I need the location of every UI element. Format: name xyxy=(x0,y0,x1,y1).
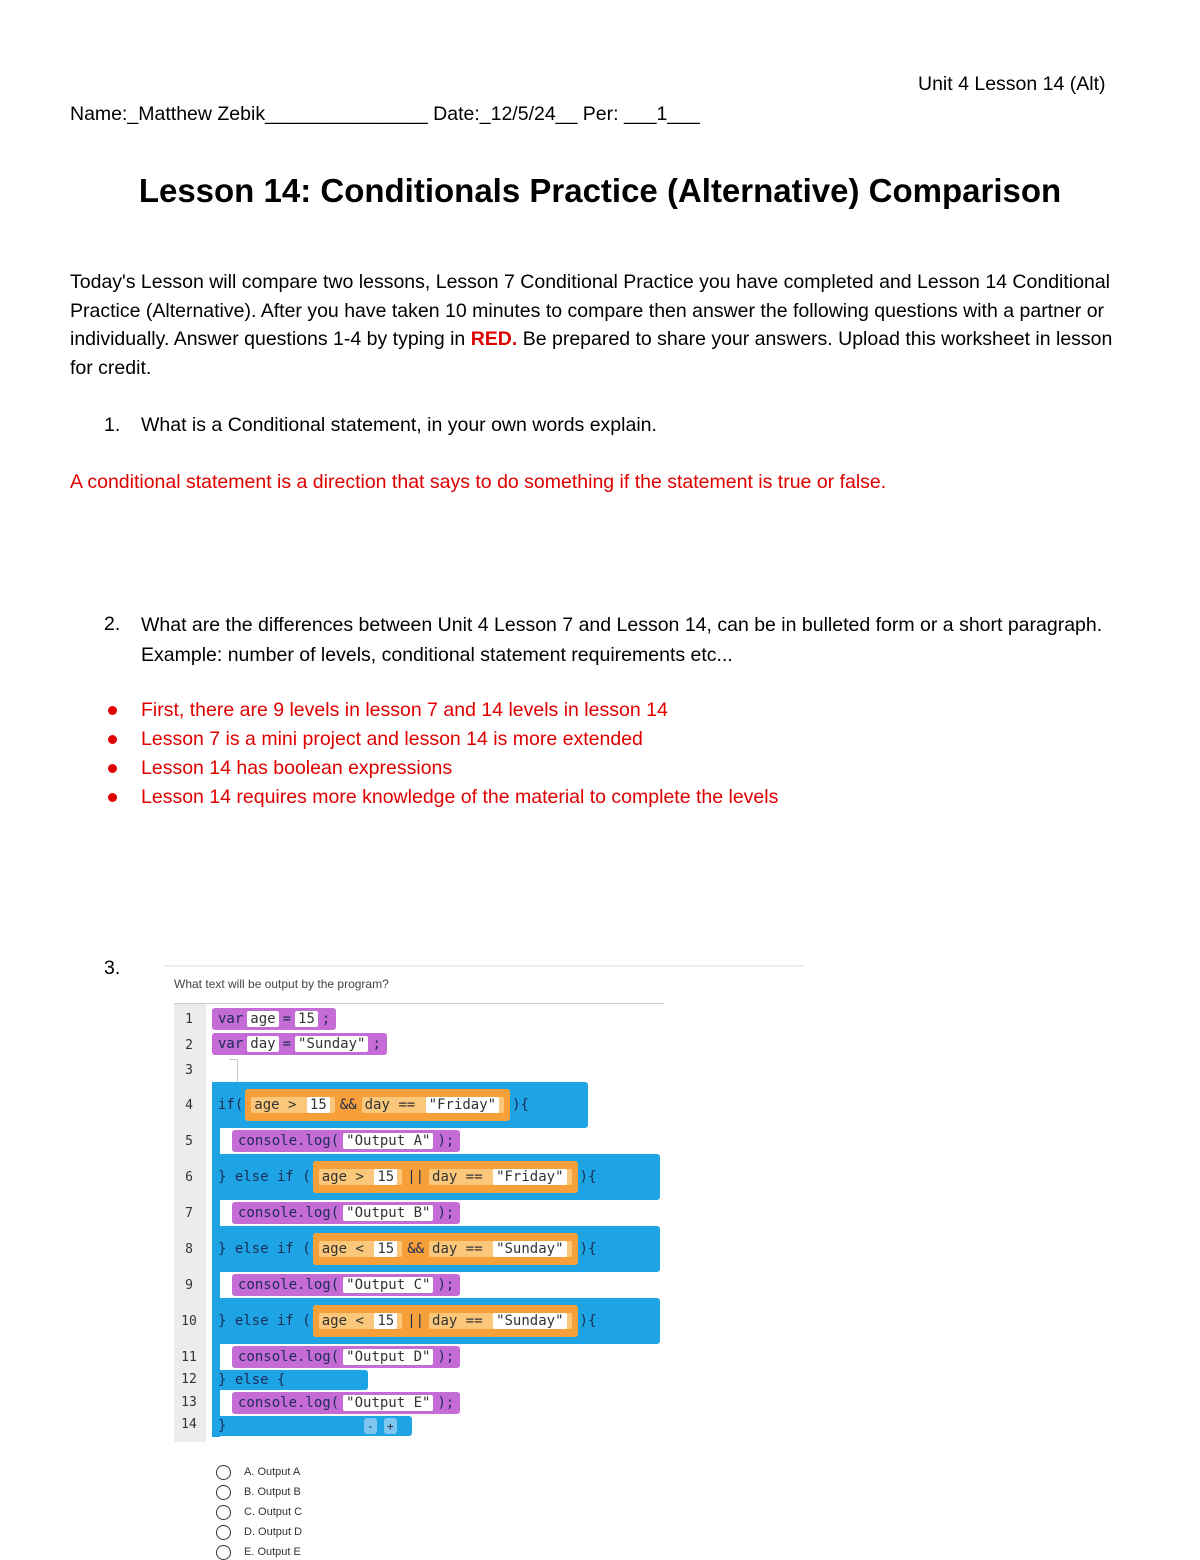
value: "Sunday" xyxy=(493,1313,566,1329)
bullet-icon xyxy=(108,706,117,715)
condition-block[interactable] xyxy=(245,1089,510,1121)
q3-number: 3. xyxy=(104,957,121,979)
value: "Sunday" xyxy=(493,1241,566,1257)
else-if-block[interactable] xyxy=(212,1154,660,1200)
line-number: 7 xyxy=(185,1206,193,1221)
condition-day xyxy=(362,1097,504,1113)
radio-button[interactable] xyxy=(216,1485,231,1500)
value: "Friday" xyxy=(493,1169,566,1185)
line-number: 6 xyxy=(185,1170,193,1185)
log-text: "Output D" xyxy=(343,1349,433,1365)
code-editor xyxy=(174,1004,664,1442)
console-log-block[interactable] xyxy=(232,1130,460,1152)
var-name: day xyxy=(247,1036,278,1052)
empty-line-slot xyxy=(229,1059,238,1083)
operator: < xyxy=(355,1313,364,1329)
log-end: ); xyxy=(437,1277,455,1293)
log-end: ); xyxy=(437,1349,455,1365)
unit-label: Unit 4 Lesson 14 (Alt) xyxy=(918,73,1106,95)
answer-option[interactable]: B. Output B xyxy=(244,1486,301,1498)
divider xyxy=(165,965,803,967)
var-name: age xyxy=(254,1097,280,1113)
line-number: 5 xyxy=(185,1134,193,1149)
line-number: 11 xyxy=(181,1350,197,1365)
operator: == xyxy=(465,1241,483,1257)
else-block[interactable] xyxy=(212,1370,368,1390)
name-date-period-line: Name:_Matthew Zebik_______________ Date:_12/5/24__ Per: ___1___ xyxy=(70,103,700,125)
var-name: day xyxy=(432,1241,458,1257)
var-name: day xyxy=(364,1097,390,1113)
value: 15 xyxy=(295,1011,318,1027)
q1-question: What is a Conditional statement, in your own words explain. xyxy=(141,414,657,436)
q1-number: 1. xyxy=(104,414,121,436)
if-keyword: if( xyxy=(218,1097,244,1113)
operator: || xyxy=(407,1169,425,1185)
q2-answer-item: Lesson 7 is a mini project and lesson 14 is more extended xyxy=(141,728,643,750)
condition-age xyxy=(319,1241,402,1257)
answer-option[interactable]: A. Output A xyxy=(244,1466,301,1478)
value: 15 xyxy=(374,1241,397,1257)
var-name: age xyxy=(247,1011,278,1027)
semicolon: ; xyxy=(321,1011,331,1027)
else-if-keyword: } else if ( xyxy=(218,1241,311,1257)
log-call: console.log( xyxy=(238,1277,340,1293)
intro-paragraph xyxy=(70,268,1130,382)
condition-block[interactable] xyxy=(313,1233,578,1265)
answer-option[interactable]: D. Output D xyxy=(244,1526,303,1538)
brace: ){ xyxy=(512,1097,529,1113)
value: 15 xyxy=(374,1313,397,1329)
operator: == xyxy=(465,1169,483,1185)
if-block-end xyxy=(212,1416,412,1436)
value: "Sunday" xyxy=(295,1036,368,1052)
condition-block[interactable] xyxy=(313,1305,578,1337)
page-title: Lesson 14: Conditionals Practice (Alternative) Comparison xyxy=(138,172,1062,209)
radio-button[interactable] xyxy=(216,1505,231,1520)
operator: || xyxy=(407,1313,425,1329)
line-number: 10 xyxy=(181,1314,197,1329)
log-end: ); xyxy=(437,1395,455,1411)
condition-day xyxy=(429,1169,571,1185)
operator: == xyxy=(465,1313,483,1329)
operator: = xyxy=(282,1036,292,1052)
brace: ){ xyxy=(579,1241,597,1257)
answer-option[interactable]: C. Output C xyxy=(244,1506,303,1518)
condition-age xyxy=(251,1097,334,1113)
q2-question: What are the differences between Unit 4 Lesson 7 and Lesson 14, can be in bulleted form or a short paragraph. Example: number of levels, conditional statement requirements etc... xyxy=(141,614,1103,666)
line-number: 3 xyxy=(185,1063,193,1078)
condition-age xyxy=(319,1169,402,1185)
intro-text-before: Today's Lesson will compare two lessons, Lesson 7 Conditional Practice you have completed and Lesson 14 Conditional Practice (Alternative). After you have taken 10 minutes to compare then answer the following questions with a partner or individually. Answer questions 1-4 by typing in xyxy=(70,271,1110,350)
console-log-block[interactable] xyxy=(232,1274,460,1296)
log-call: console.log( xyxy=(238,1395,340,1411)
line-number: 14 xyxy=(181,1417,197,1432)
else-if-keyword: } else if ( xyxy=(218,1313,311,1329)
else-if-keyword: } else if ( xyxy=(218,1169,311,1185)
log-call: console.log( xyxy=(238,1349,340,1365)
value: "Friday" xyxy=(426,1097,499,1113)
bullet-icon xyxy=(108,735,117,744)
line-number: 4 xyxy=(185,1098,193,1113)
if-block[interactable] xyxy=(212,1082,588,1128)
q2-answer-item: First, there are 9 levels in lesson 7 and 14 levels in lesson 14 xyxy=(141,699,668,721)
console-log-block[interactable] xyxy=(232,1202,460,1224)
radio-button[interactable] xyxy=(216,1525,231,1540)
else-if-block[interactable] xyxy=(212,1298,660,1344)
value: 15 xyxy=(374,1169,397,1185)
end-brace: } xyxy=(218,1418,227,1434)
bullet-icon xyxy=(108,764,117,773)
operator: > xyxy=(288,1097,297,1113)
intro-red-word: RED. xyxy=(470,328,518,350)
line-number: 8 xyxy=(185,1242,193,1257)
q2-answer-item: Lesson 14 has boolean expressions xyxy=(141,757,453,779)
condition-block[interactable] xyxy=(313,1161,578,1193)
var-name: age xyxy=(321,1241,348,1257)
value: 15 xyxy=(307,1097,330,1113)
line-number: 1 xyxy=(185,1012,193,1027)
line-number: 2 xyxy=(185,1038,193,1053)
log-call: console.log( xyxy=(238,1205,340,1221)
q2-answer-item: Lesson 14 requires more knowledge of the material to complete the levels xyxy=(141,786,779,808)
log-end: ); xyxy=(437,1133,455,1149)
var-name: age xyxy=(321,1169,348,1185)
radio-button[interactable] xyxy=(216,1465,231,1480)
var-keyword: var xyxy=(218,1036,244,1052)
var-age-block[interactable] xyxy=(212,1008,336,1030)
minus-icon: - xyxy=(367,1419,374,1433)
line-number: 13 xyxy=(181,1395,197,1410)
semicolon: ; xyxy=(372,1036,381,1052)
condition-age xyxy=(319,1313,402,1329)
var-day-block[interactable] xyxy=(212,1033,387,1055)
log-end: ); xyxy=(437,1205,455,1221)
log-text: "Output A" xyxy=(343,1133,433,1149)
answer-option[interactable]: E. Output E xyxy=(244,1546,301,1558)
operator: < xyxy=(355,1241,364,1257)
var-name: day xyxy=(432,1313,458,1329)
bullet-icon xyxy=(108,793,117,802)
log-call: console.log( xyxy=(238,1133,340,1149)
condition-day xyxy=(429,1241,571,1257)
console-log-block[interactable] xyxy=(232,1392,460,1414)
expand-button[interactable] xyxy=(384,1418,397,1434)
q2-number: 2. xyxy=(104,613,121,635)
collapse-button[interactable] xyxy=(364,1418,377,1434)
line-number: 9 xyxy=(185,1278,193,1293)
var-keyword: var xyxy=(218,1011,244,1027)
operator: == xyxy=(398,1097,416,1113)
else-if-block[interactable] xyxy=(212,1226,660,1272)
log-text: "Output B" xyxy=(343,1205,433,1221)
operator: > xyxy=(355,1169,364,1185)
q1-answer: A conditional statement is a direction that says to do something if the statement is true or false. xyxy=(70,471,887,493)
brace: ){ xyxy=(579,1169,597,1185)
line-number: 12 xyxy=(181,1372,197,1387)
log-text: "Output C" xyxy=(343,1277,433,1293)
operator: && xyxy=(407,1241,425,1257)
console-log-block[interactable] xyxy=(232,1346,460,1368)
var-name: age xyxy=(321,1313,348,1329)
var-name: day xyxy=(432,1169,458,1185)
else-keyword: } else { xyxy=(218,1372,286,1388)
operator: = xyxy=(282,1011,292,1027)
brace: ){ xyxy=(579,1313,597,1329)
intro-text-after: Be prepared to share your answers. Upload this worksheet in lesson for credit. xyxy=(70,328,1113,379)
operator: && xyxy=(339,1097,357,1113)
log-text: "Output E" xyxy=(343,1395,433,1411)
plus-icon: + xyxy=(387,1419,394,1433)
condition-day xyxy=(429,1313,571,1329)
q3-prompt: What text will be output by the program? xyxy=(174,977,389,991)
